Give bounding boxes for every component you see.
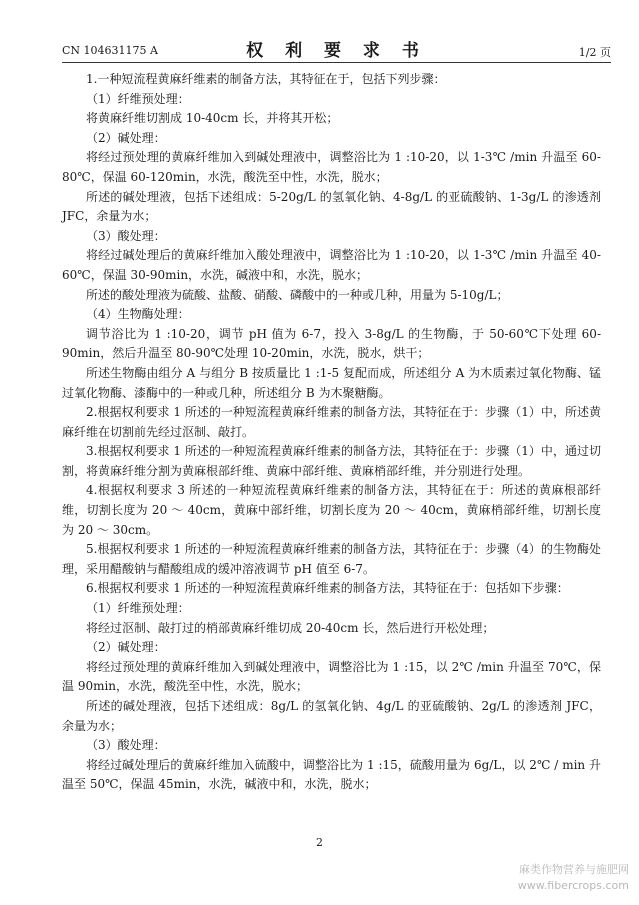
claim-paragraph: （2）碱处理： [86,640,166,655]
claim-paragraph: 4.根据权利要求 3 所述的一种短流程黄麻纤维素的制备方法，其特征在于：所述的黄麻根部纤维，切割长度为 20 ～ 40cm，黄麻中部纤维，切割长度为 20 ～ 40cm，黄麻梢部纤维，切割长度为 20 ～ 30cm。 [62,483,601,537]
claim-paragraph: （2）碱处理： [86,130,166,145]
claim-paragraph: 所述的碱处理液，包括下述组成：5-20g/L 的氢氧化钠、4-8g/L 的亚硫酸钠、1-3g/L 的渗透剂 JFC，余量为水； [62,189,601,224]
claim-paragraph: 所述生物酶由组分 A 与组分 B 按质量比 1 :1-5 复配而成，所述组分 A 为木质素过氧化物酶、锰过氧化物酶、漆酶中的一种或几种，所述组分 B 为木聚糖酶。 [62,365,601,400]
claim-paragraph: 5.根据权利要求 1 所述的一种短流程黄麻纤维素的制备方法，其特征在于：步骤（4）的生物酶处理，采用醋酸钠与醋酸组成的缓冲溶液调节 pH 值至 6-7。 [62,542,601,576]
claim-paragraph: 将经过碱处理后的黄麻纤维加入硫酸中，调整浴比为 1 :15，硫酸用量为 6g/L，以 2℃ / min 升温至 50℃，保温 45min，水洗，碱液中和，水洗，脱水； [62,757,601,792]
claim-paragraph: （4）生物酶处理： [86,307,190,322]
claim-paragraph: 6.根据权利要求 1 所述的一种短流程黄麻纤维素的制备方法，其特征在于：包括如下步骤： [86,581,569,596]
page-number: 2 [316,836,323,849]
site-watermark [518,862,629,894]
publication-number: CN 104631175 A [62,44,158,57]
claim-paragraph: （1）纤维预处理： [86,91,190,106]
watermark-url: www.fibercrops.com [517,879,629,892]
claims-body [62,70,601,795]
claim-paragraph: （3）酸处理： [86,228,166,243]
claim-paragraph: （3）酸处理： [86,738,166,753]
claim-paragraph: 将经过预处理的黄麻纤维加入到碱处理液中，调整浴比为 1 :15，以 2℃ /min 升温至 70℃，保温 90min，水洗，酸洗至中性，水洗，脱水； [62,659,601,694]
page-indicator: 1/2 页 [578,46,611,59]
claim-paragraph: 将经过碱处理后的黄麻纤维加入酸处理液中，调整浴比为 1 :10-20，以 1-3℃ /min 升温至 40-60℃，保温 30-90min，水洗，碱液中和，水洗，脱水； [62,248,601,282]
watermark-name: 麻类作物营养与施肥网 [519,863,629,876]
claim-paragraph: 将经过预处理的黄麻纤维加入到碱处理液中，调整浴比为 1 :10-20，以 1-3℃ /min 升温至 60-80℃，保温 60-120min，水洗，酸洗至中性，水洗，脱水； [62,150,601,184]
header-divider [62,62,611,63]
claim-paragraph: 3.根据权利要求 1 所述的一种短流程黄麻纤维素的制备方法，其特征在于：步骤（1）中，通过切割，将黄麻纤维分割为黄麻根部纤维、黄麻中部纤维、黄麻梢部纤维，并分别进行处理。 [62,444,601,478]
document-title: 权 利 要 求 书 [246,41,427,61]
claim-paragraph: 2.根据权利要求 1 所述的一种短流程黄麻纤维素的制备方法，其特征在于：步骤（1）中，所述黄麻纤维在切割前先经过沤制、敲打。 [62,405,601,439]
claim-paragraph: 所述的碱处理液，包括下述组成：8g/L 的氢氧化钠、4g/L 的亚硫酸钠、2g/L 的渗透剂 JFC，余量为水； [62,699,601,733]
claim-paragraph: 所述的酸处理液为硫酸、盐酸、硝酸、磷酸中的一种或几种，用量为 5-10g/L； [86,287,509,302]
claim-paragraph: 调节浴比为 1 :10-20，调节 pH 值为 6-7，投入 3-8g/L 的生物酶，于 50-60℃下处理 60-90min，然后升温至 80-90℃处理 10-20min，水洗，脱水，烘干； [62,326,601,361]
page-header [62,34,611,62]
claim-paragraph: 将经过沤制、敲打过的梢部黄麻纤维切成 20-40cm 长，然后进行开松处理； [86,620,495,635]
claim-paragraph: 1.一种短流程黄麻纤维素的制备方法，其特征在于，包括下列步骤： [86,72,446,86]
claim-paragraph: 将黄麻纤维切割成 10-40cm 长，并将其开松； [86,111,339,126]
claim-paragraph: （1）纤维预处理： [86,601,190,616]
